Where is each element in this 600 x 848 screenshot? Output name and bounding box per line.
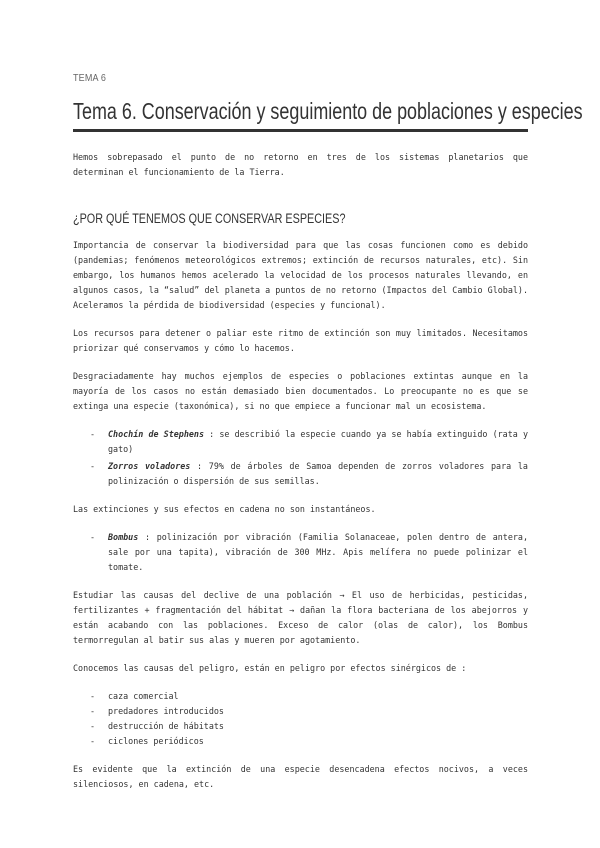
list-dash: - [90,721,96,731]
paragraph-resources: Los recursos para detener o paliar este ritmo de extinción son muy limitados. Necesitamos priorizar qué conservamos y cómo lo hacemos. [73,328,528,353]
species-term: Chochín de Stephens [108,429,205,439]
topic-label: TEMA 6 [73,73,107,84]
list-dash: - [90,461,96,471]
species-description: : polinización por vibración (Familia Solanaceae, polen dentro de antera, sale por una tapita), vibración de 300 MHz. Apis melífera no puede polinizar el tomate. [108,532,528,572]
list-dash: - [90,691,96,701]
cause-text: ciclones periódicos [108,736,204,746]
list-dash: - [90,532,96,542]
bombus-list [73,530,528,575]
paragraph-extinctions: Las extinciones y sus efectos en cadena no son instantáneos. [73,504,376,514]
list-dash: - [90,429,96,439]
list-dash: - [90,706,96,716]
list-item [73,459,528,489]
list-item [73,719,528,734]
list-item [73,734,528,749]
species-term: Zorros voladores [108,461,191,471]
title-underline [73,129,528,132]
paragraph-importance: Importancia de conservar la biodiversidad para que las cosas funcionen como es debido (pandemias; fenómenos meteorológicos extremos; extinción de recursos naturales, etc). Sin embargo, los humanos hemos acelerado la velocidad de los procesos naturales llevando, en algunos casos, la “salud” del planeta a puntos de no retorno (Impactos del Cambio Global). Aceleramos la pérdida de biodiversidad (especies y funcional). [73,240,528,310]
cause-text: caza comercial [108,691,179,701]
section-heading: ¿POR QUÉ TENEMOS QUE CONSERVAR ESPECIES? [73,211,346,226]
list-dash: - [90,736,96,746]
paragraph-examples: Desgraciadamente hay muchos ejemplos de especies o poblaciones extintas aunque en la mayoría de los casos no están demasiado bien documentados. Lo preocupante no es que se extinga una especie (taxonómica), si no que empiece a funcionar mal un ecosistema. [73,371,528,411]
list-item [73,427,528,457]
list-item [73,704,528,719]
intro-paragraph: Hemos sobrepasado el punto de no retorno en tres de los sistemas planetarios que determinan el funcionamiento de la Tierra. [73,152,528,177]
species-term: Bombus [108,532,139,542]
document-body [73,150,528,805]
paragraph-conclusion: Es evidente que la extinción de una especie desencadena efectos nocivos, a veces silenciosos, en cadena, etc. [73,764,528,789]
species-example-list [73,427,528,489]
cause-text: predadores introducidos [108,706,224,716]
list-item [73,530,528,575]
species-description: : se describió la especie cuando ya se había extinguido (rata y gato) [108,429,528,454]
paragraph-decline: Estudiar las causas del declive de una población → El uso de herbicidas, pesticidas, fertilizantes + fragmentación del hábitat → dañan la flora bacteriana de los abejorros y están acabando con las poblaciones. Exceso de calor (olas de calor), los Bombus termorregulan al batir sus alas y mueren por agotamiento. [73,590,528,645]
species-description: : 79% de árboles de Samoa dependen de zorros voladores para la polinización o dispersión de sus semillas. [108,461,528,486]
causes-list [73,689,528,749]
page-title: Tema 6. Conservación y seguimiento de poblaciones y especies [73,98,583,124]
paragraph-causes: Conocemos las causas del peligro, están en peligro por efectos sinérgicos de : [73,663,467,673]
cause-text: destrucción de hábitats [108,721,224,731]
list-item [73,689,528,704]
